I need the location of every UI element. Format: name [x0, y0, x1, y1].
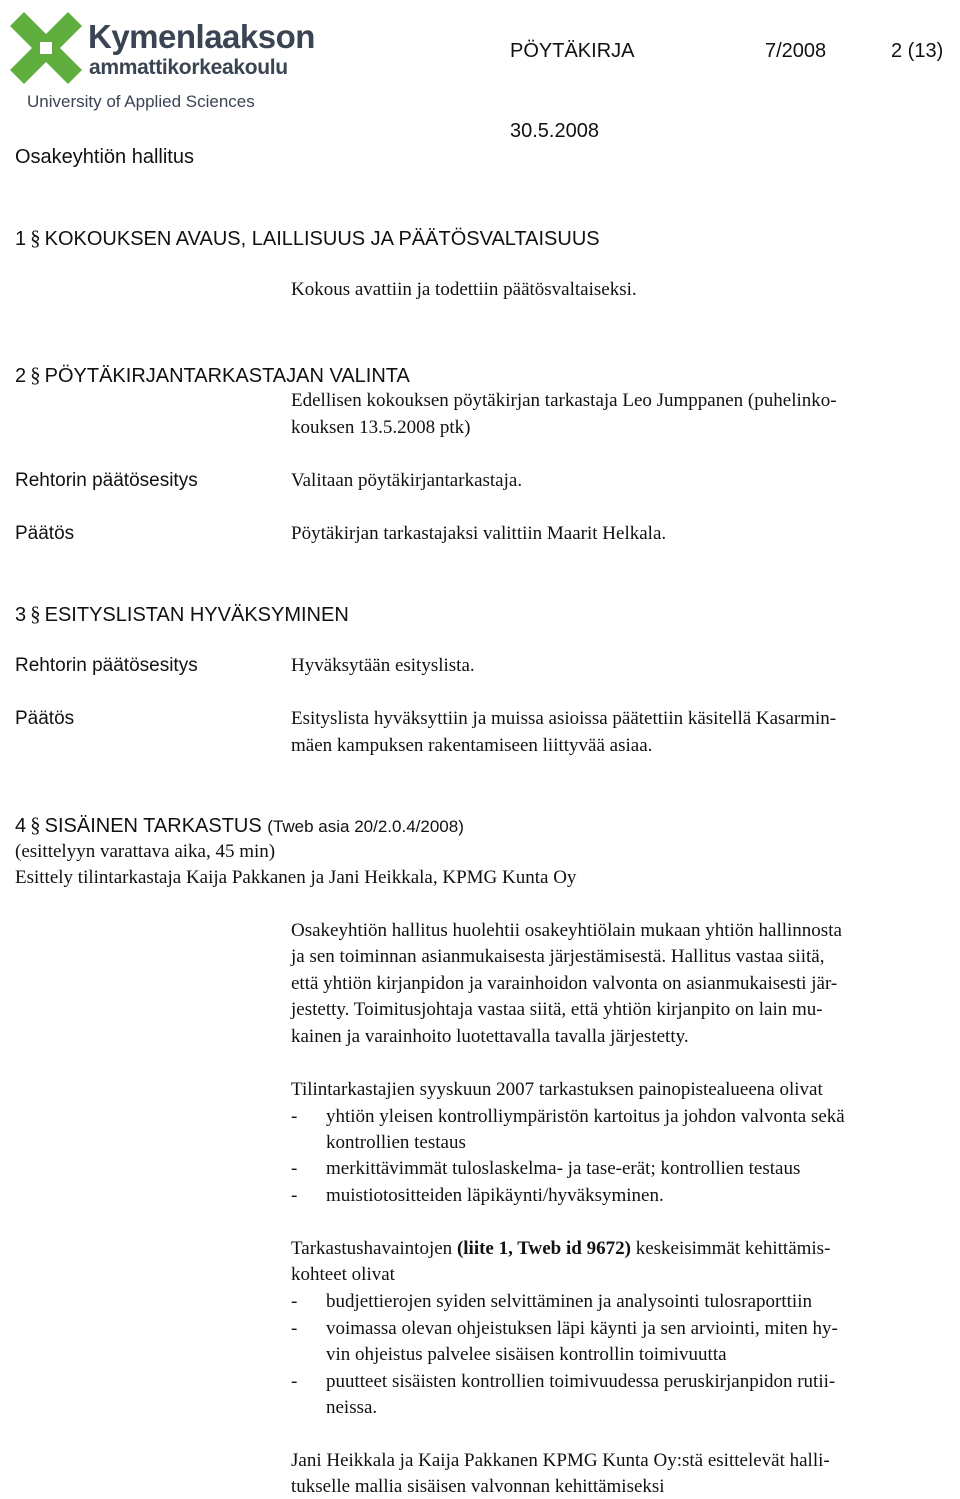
- section-3-decision-line1: Esityslista hyväksyttiin ja muissa asioissa päätettiin käsitellä Kasarmin-: [291, 708, 837, 729]
- section-sign: §: [30, 226, 41, 250]
- section-2-intro-line2: kouksen 13.5.2008 ptk): [291, 417, 471, 438]
- organ-name: Osakeyhtiön hallitus: [15, 146, 194, 168]
- list-item-cont: kontrollien testaus: [326, 1132, 466, 1153]
- logo-mark-icon: [10, 12, 82, 84]
- list-dash: -: [291, 1185, 298, 1206]
- section-number: 1: [15, 228, 27, 250]
- page-number: 2 (13): [891, 40, 944, 62]
- para3-intro: [291, 1238, 830, 1260]
- para3-attachment-ref: (liite 1, Tweb id 9672): [456, 1238, 631, 1259]
- list-dash: -: [291, 1291, 298, 1312]
- section-3-decision-line2: mäen kampuksen rakentamiseen liittyvää asiaa.: [291, 735, 653, 756]
- para1-line5: kainen ja varainhoito luotettavalla tavalla järjestetty.: [291, 1026, 689, 1047]
- section-title: ESITYSLISTAN HYVÄKSYMINEN: [44, 604, 349, 626]
- section-3-proposal-label: Rehtorin päätösesitys: [15, 655, 198, 676]
- list-item-cont: neissa.: [326, 1397, 378, 1418]
- section-4-heading: [15, 813, 464, 838]
- section-number: 4: [15, 815, 27, 837]
- section-3-decision-label: Päätös: [15, 708, 75, 729]
- meeting-date: 30.5.2008: [510, 120, 599, 142]
- section-3-heading: [15, 602, 349, 627]
- list-item: puutteet sisäisten kontrollien toimivuudessa peruskirjanpidon rutii-: [326, 1371, 836, 1392]
- section-2-intro-line1: Edellisen kokouksen pöytäkirjan tarkastaja Leo Jumppanen (puhelinko-: [291, 390, 837, 411]
- section-3-proposal: Hyväksytään esityslista.: [291, 655, 475, 676]
- para2-intro: Tilintarkastajien syyskuun 2007 tarkastuksen painopistealueena olivat: [291, 1079, 823, 1100]
- logo-line3: University of Applied Sciences: [27, 92, 255, 111]
- section-1-heading: [15, 226, 600, 251]
- section-1-text: Kokous avattiin ja todettiin päätösvaltaiseksi.: [291, 279, 637, 300]
- section-sign: §: [30, 602, 41, 626]
- section-title: KOKOUKSEN AVAUS, LAILLISUUS JA PÄÄTÖSVALTAISUUS: [44, 228, 600, 250]
- section-2-proposal: Valitaan pöytäkirjantarkastaja.: [291, 470, 523, 491]
- logo-line2: ammattikorkeakoulu: [89, 56, 288, 79]
- list-item: yhtiön yleisen kontrolliympäristön kartoitus ja johdon valvonta sekä: [326, 1106, 845, 1127]
- section-title: SISÄINEN TARKASTUS: [44, 815, 262, 837]
- para1-line2: ja sen toiminnan asianmukaisesta järjestämisestä. Hallitus vastaa siitä,: [291, 946, 825, 967]
- para3-intro-text: keskeisimmät kehittämis-: [630, 1238, 831, 1259]
- section-2-decision-label: Päätös: [15, 523, 75, 544]
- list-dash: -: [291, 1371, 298, 1392]
- section-number: 3: [15, 604, 27, 626]
- list-dash: -: [291, 1158, 298, 1179]
- section-title: PÖYTÄKIRJANTARKASTAJAN VALINTA: [44, 365, 410, 387]
- list-dash: -: [291, 1106, 298, 1127]
- doc-number: 7/2008: [765, 40, 827, 62]
- para1-line3: että yhtiön kirjanpidon ja varainhoidon valvonta on asianmukaisesti jär-: [291, 973, 838, 994]
- section-2-heading: [15, 363, 410, 388]
- section-2-proposal-label: Rehtorin päätösesitys: [15, 470, 198, 491]
- section-4-meta-time: (esittelyyn varattava aika, 45 min): [15, 841, 276, 862]
- section-title-suffix: (Tweb asia 20/2.0.4/2008): [267, 817, 464, 836]
- para1-line1: Osakeyhtiön hallitus huolehtii osakeyhtiölain mukaan yhtiön hallinnosta: [291, 920, 842, 941]
- section-sign: §: [30, 363, 41, 387]
- list-item-cont: vin ohjeistus palvelee sisäisen kontrollin toimivuutta: [326, 1344, 727, 1365]
- section-sign: §: [30, 813, 41, 837]
- logo: [10, 12, 315, 112]
- para3-intro-text: Tarkastushavaintojen: [291, 1238, 457, 1259]
- list-item: voimassa olevan ohjeistuksen läpi käynti ja sen arviointi, miten hy-: [326, 1318, 838, 1339]
- list-dash: -: [291, 1318, 298, 1339]
- para1-line4: jestetty. Toimitusjohtaja vastaa siitä, että yhtiön kirjanpito on lain mu-: [291, 999, 823, 1020]
- list-item: muistiotositteiden läpikäynti/hyväksyminen.: [326, 1185, 664, 1206]
- logo-line1: Kymenlaakson: [88, 18, 315, 55]
- doc-type: PÖYTÄKIRJA: [510, 40, 635, 62]
- para3-intro-line2: kohteet olivat: [291, 1264, 395, 1285]
- section-number: 2: [15, 365, 27, 387]
- section-2-decision: Pöytäkirjan tarkastajaksi valittiin Maarit Helkala.: [291, 523, 667, 544]
- para4-line1: Jani Heikkala ja Kaija Pakkanen KPMG Kunta Oy:stä esittelevät halli-: [291, 1450, 830, 1471]
- list-item: budjettierojen syiden selvittäminen ja analysointi tulosraporttiin: [326, 1291, 812, 1312]
- section-4-meta-presenters: Esittely tilintarkastaja Kaija Pakkanen ja Jani Heikkala, KPMG Kunta Oy: [15, 867, 577, 888]
- para4-line2: tukselle mallia sisäisen valvonnan kehittämiseksi: [291, 1476, 665, 1497]
- list-item: merkittävimmät tuloslaskelma- ja tase-erät; kontrollien testaus: [326, 1158, 801, 1179]
